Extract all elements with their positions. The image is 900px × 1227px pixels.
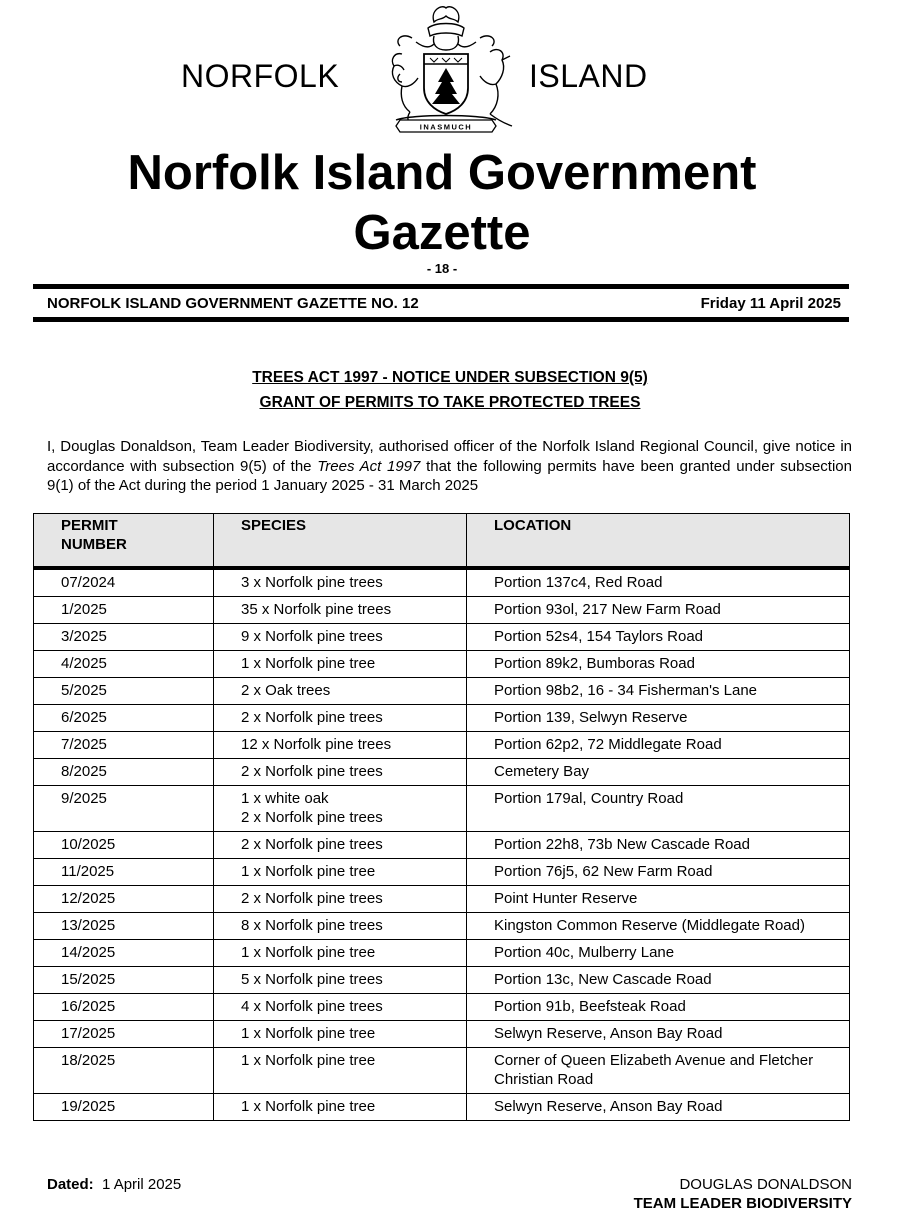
table-row xyxy=(34,1048,850,1094)
location-cell: Portion 137c4, Red Road xyxy=(467,570,850,597)
masthead-left-word: NORFOLK xyxy=(181,58,340,94)
permit-number-cell: 9/2025 xyxy=(34,786,214,832)
location-cell: Portion 93ol, 217 New Farm Road xyxy=(467,597,850,624)
dated-label: Dated: xyxy=(47,1176,94,1193)
species-cell: 1 x white oak 2 x Norfolk pine trees xyxy=(214,786,467,832)
table-row xyxy=(34,1094,850,1121)
table-row xyxy=(34,940,850,967)
species-cell: 2 x Norfolk pine trees xyxy=(214,832,467,859)
table-header-row xyxy=(34,514,850,568)
gazette-title-line-2: Gazette xyxy=(353,206,531,260)
location-cell: Kingston Common Reserve (Middlegate Road) xyxy=(467,913,850,940)
species-cell: 4 x Norfolk pine trees xyxy=(214,994,467,1021)
location-cell: Portion 179al, Country Road xyxy=(467,786,850,832)
header-location: LOCATION xyxy=(467,514,850,568)
location-cell: Cemetery Bay xyxy=(467,759,850,786)
table-row xyxy=(34,859,850,886)
species-cell: 12 x Norfolk pine trees xyxy=(214,732,467,759)
permit-number-cell: 07/2024 xyxy=(34,570,214,597)
location-cell: Corner of Queen Elizabeth Avenue and Fletcher Christian Road xyxy=(467,1048,850,1094)
gazette-name: NORFOLK ISLAND GOVERNMENT GAZETTE NO. 12 xyxy=(47,295,419,312)
permit-number-cell: 15/2025 xyxy=(34,967,214,994)
species-cell: 1 x Norfolk pine tree xyxy=(214,940,467,967)
table-row xyxy=(34,597,850,624)
svg-text:INASMUCH: INASMUCH xyxy=(419,122,473,132)
location-cell: Portion 62p2, 72 Middlegate Road xyxy=(467,732,850,759)
dated-value: 1 April 2025 xyxy=(102,1176,182,1193)
location-cell: Portion 22h8, 73b New Cascade Road xyxy=(467,832,850,859)
species-cell: 3 x Norfolk pine trees xyxy=(214,570,467,597)
notice-intro-paragraph xyxy=(47,437,852,496)
permit-number-cell: 14/2025 xyxy=(34,940,214,967)
table-row xyxy=(34,651,850,678)
notice-heading-2: GRANT OF PERMITS TO TAKE PROTECTED TREES xyxy=(259,394,641,411)
species-cell: 2 x Norfolk pine trees xyxy=(214,759,467,786)
table-row xyxy=(34,786,850,832)
table-row xyxy=(34,913,850,940)
location-cell: Portion 76j5, 62 New Farm Road xyxy=(467,859,850,886)
dated-line xyxy=(47,1176,181,1193)
permit-number-cell: 11/2025 xyxy=(34,859,214,886)
species-cell: 1 x Norfolk pine tree xyxy=(214,1021,467,1048)
species-cell: 1 x Norfolk pine tree xyxy=(214,1094,467,1121)
location-cell: Portion 98b2, 16 - 34 Fisherman's Lane xyxy=(467,678,850,705)
location-cell: Point Hunter Reserve xyxy=(467,886,850,913)
permit-number-cell: 5/2025 xyxy=(34,678,214,705)
permit-number-cell: 8/2025 xyxy=(34,759,214,786)
table-row xyxy=(34,832,850,859)
permit-number-cell: 6/2025 xyxy=(34,705,214,732)
header-permit-number: PERMIT NUMBER xyxy=(34,514,214,568)
page-number: - 18 - xyxy=(426,261,458,276)
intro-text-end: that the following permits have been granted under subsection 9(1) of the Act during the period 1 January 2025 - 31 March 2025 xyxy=(47,457,852,494)
location-cell: Portion 139, Selwyn Reserve xyxy=(467,705,850,732)
species-cell: 8 x Norfolk pine trees xyxy=(214,913,467,940)
permit-number-cell: 10/2025 xyxy=(34,832,214,859)
intro-text-start: I, Douglas Donaldson, Team Leader Biodiversity, authorised officer of the Norfolk Island Regional Council, give notice in accordance with subsection 9(5) of the xyxy=(47,438,852,475)
location-cell: Portion 91b, Beefsteak Road xyxy=(467,994,850,1021)
table-row xyxy=(34,994,850,1021)
bottom-rule xyxy=(33,317,849,322)
location-cell: Portion 52s4, 154 Taylors Road xyxy=(467,624,850,651)
table-row xyxy=(34,705,850,732)
species-cell: 5 x Norfolk pine trees xyxy=(214,967,467,994)
masthead-right-word: ISLAND xyxy=(529,58,648,94)
table-row xyxy=(34,967,850,994)
table-row xyxy=(34,759,850,786)
permit-number-cell: 3/2025 xyxy=(34,624,214,651)
permit-number-cell: 18/2025 xyxy=(34,1048,214,1094)
species-cell: 1 x Norfolk pine tree xyxy=(214,859,467,886)
permit-number-cell: 13/2025 xyxy=(34,913,214,940)
gazette-title-line-1: Norfolk Island Government xyxy=(127,146,757,200)
permits-table xyxy=(33,513,850,1121)
signatory-title: TEAM LEADER BIODIVERSITY xyxy=(633,1195,852,1212)
signatory-name: DOUGLAS DONALDSON xyxy=(679,1176,852,1193)
permit-number-cell: 17/2025 xyxy=(34,1021,214,1048)
header-species: SPECIES xyxy=(214,514,467,568)
permit-number-cell: 4/2025 xyxy=(34,651,214,678)
species-cell: 2 x Norfolk pine trees xyxy=(214,886,467,913)
species-cell: 1 x Norfolk pine tree xyxy=(214,651,467,678)
table-row xyxy=(34,886,850,913)
gazette-date: Friday 11 April 2025 xyxy=(700,295,841,312)
location-cell: Selwyn Reserve, Anson Bay Road xyxy=(467,1021,850,1048)
permit-number-cell: 16/2025 xyxy=(34,994,214,1021)
species-cell: 9 x Norfolk pine trees xyxy=(214,624,467,651)
table-row xyxy=(34,570,850,597)
species-cell: 1 x Norfolk pine tree xyxy=(214,1048,467,1094)
intro-act-title: Trees Act 1997 xyxy=(317,457,421,475)
location-cell: Portion 40c, Mulberry Lane xyxy=(467,940,850,967)
coat-of-arms-emblem xyxy=(372,2,520,136)
table-row xyxy=(34,678,850,705)
species-cell: 2 x Norfolk pine trees xyxy=(214,705,467,732)
top-rule xyxy=(33,284,849,289)
table-row xyxy=(34,624,850,651)
location-cell: Portion 13c, New Cascade Road xyxy=(467,967,850,994)
table-row xyxy=(34,1021,850,1048)
notice-heading-1: TREES ACT 1997 - NOTICE UNDER SUBSECTION 9(5) xyxy=(252,369,648,386)
permit-number-cell: 12/2025 xyxy=(34,886,214,913)
species-cell: 2 x Oak trees xyxy=(214,678,467,705)
species-cell: 35 x Norfolk pine trees xyxy=(214,597,467,624)
table-row xyxy=(34,732,850,759)
permit-number-cell: 1/2025 xyxy=(34,597,214,624)
permit-number-cell: 7/2025 xyxy=(34,732,214,759)
location-cell: Selwyn Reserve, Anson Bay Road xyxy=(467,1094,850,1121)
location-cell: Portion 89k2, Bumboras Road xyxy=(467,651,850,678)
permit-number-cell: 19/2025 xyxy=(34,1094,214,1121)
